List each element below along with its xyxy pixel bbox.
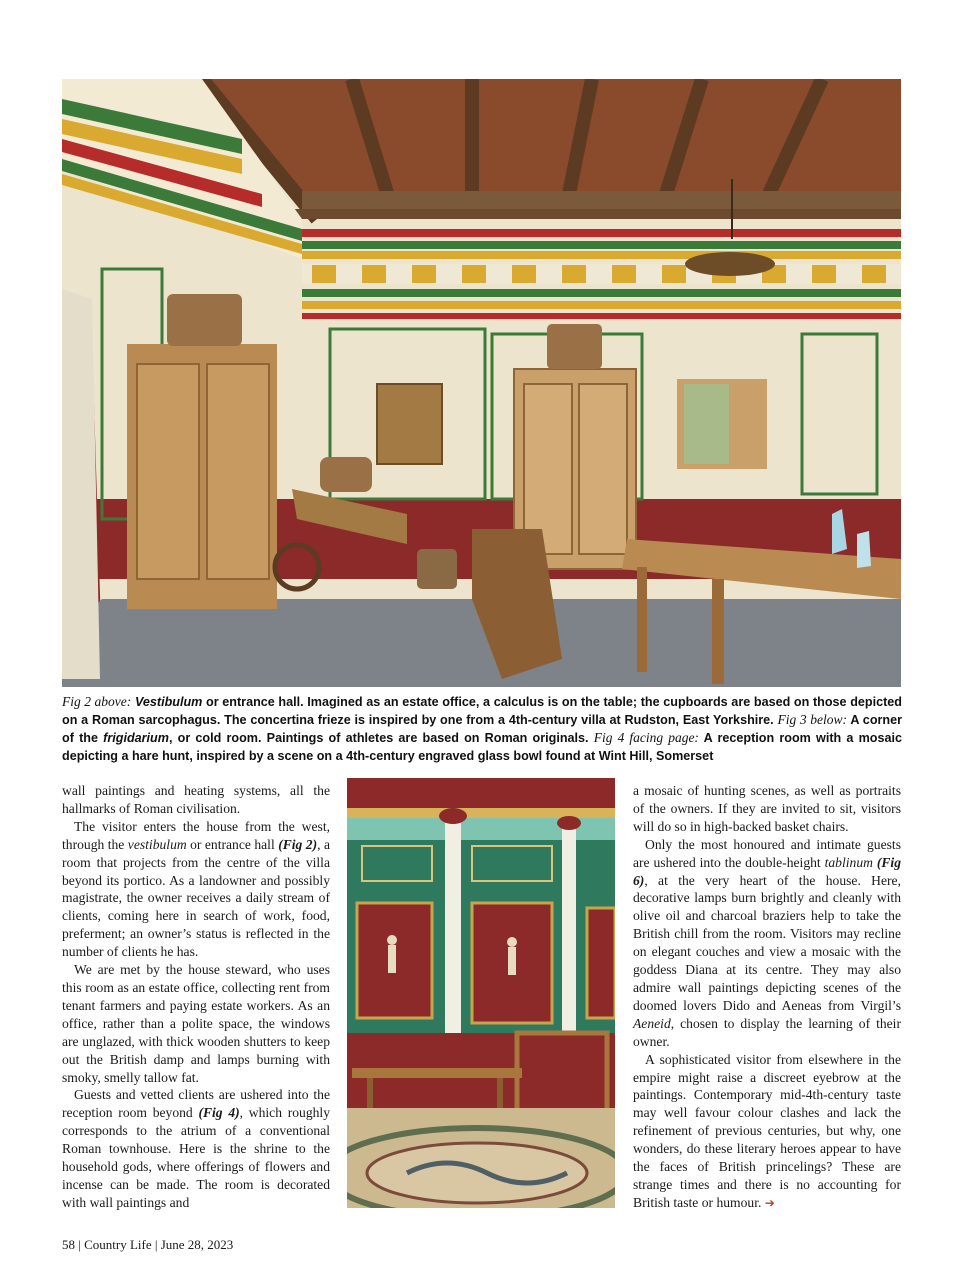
photo-vestibulum xyxy=(62,79,901,687)
fig4-label: Fig 4 facing page: xyxy=(593,730,699,745)
fig3-text-a: A corner of the xyxy=(62,713,903,745)
right-p2-text-b: , at the very heart of the house. Here, decorative lamps burn brightly and cleanly with olive oil and charcoal braziers help to take the British chill from the room. Visitors may recline on elegant couches and view a mosaic with the goddess Diana at its centre. They may also admire wall paintings depicting scenes of the doomed lovers Dido and Aeneas from Virgil’s xyxy=(633,872,901,1013)
left-p4-fig-ref: (Fig 4) xyxy=(198,1105,240,1121)
right-p2-fig-ref: (Fig 6) xyxy=(633,854,901,888)
photo-frigidarium xyxy=(347,778,615,1208)
right-paragraph-3 xyxy=(633,1051,901,1213)
right-p2-text-c: , chosen to display the learning of their owner. xyxy=(633,1015,901,1049)
left-paragraph-1: wall paintings and heating systems, all the hallmarks of Roman civilisation. xyxy=(62,783,330,816)
fig2-text: or entrance hall. Imagined as an estate office, a calculus is on the table; the cupboards are based on those depicted on a Roman sarcophagus. The concertina frieze is inspired by one from a 4th-century villa at Rudston, East Yorkshire. xyxy=(62,695,902,727)
fig4-text: A reception room with a mosaic depicting a hare hunt, inspired by a scene on a 4th-century engraved glass bowl found at Wint Hill, Somerset xyxy=(62,731,903,763)
left-p2-term: vestibulum xyxy=(127,836,187,852)
left-p2-text-a: The visitor enters the house from the west, through the xyxy=(62,818,330,852)
page-footer: 58 | Country Life | June 28, 2023 xyxy=(62,1237,234,1252)
left-paragraph-3: We are met by the house steward, who uses this room as an estate office, collecting rent from tenant farmers and paying estate workers. As an office, rather than a polite space, the windows are unglazed, with thick wooden shutters to keep out the British damp and lamps burning with smoky, smelly tallow fat. xyxy=(62,962,330,1085)
left-p4-text-b: , which roughly corresponds to the atrium of a conventional Roman townhouse. Here is the shrine to the household gods, where offerings of flowers and incense can be made. The room is decorated with wall paintings and xyxy=(62,1105,330,1210)
continue-arrow-icon: ➔ xyxy=(764,1195,775,1210)
left-p4-text-a: Guests and vetted clients are ushered into the reception room beyond xyxy=(62,1087,330,1121)
right-p3-text: A sophisticated visitor from elsewhere in the empire might raise a discreet eyebrow at the paintings. Contemporary mid-4th-century taste may well favour colour clashes and lack the refinement of previous centuries, but why, one wonders, do these literary heroes appear to have the faces of British princelings? These are strange times and there is no accounting for British taste or humour. xyxy=(633,1051,901,1210)
fig3-text-b: , or cold room. Paintings of athletes are based on Roman originals. xyxy=(168,731,589,745)
photo-caption xyxy=(62,693,902,765)
left-p2-text-c: , a room that projects from the centre of the villa beyond its portico. As a landowner and possibly magistrate, the owner receives a daily stream of clients, coming here in search of work, food, preferment; an owner’s status is reflected in the number of clients he has. xyxy=(62,836,330,960)
frigidarium-illustration xyxy=(347,778,615,1208)
left-paragraph-4 xyxy=(62,1086,330,1211)
left-paragraph-2 xyxy=(62,818,330,961)
right-paragraph-1: a mosaic of hunting scenes, as well as portraits of the owners. If they are invited to sit, visitors will do so in high-backed basket chairs. xyxy=(633,783,901,834)
right-paragraph-2 xyxy=(633,836,901,1051)
body-column-left xyxy=(62,782,330,1212)
fig2-label: Fig 2 above: xyxy=(62,694,132,709)
left-p2-fig-ref: (Fig 2) xyxy=(278,836,318,852)
fig3-label: Fig 3 below: xyxy=(777,712,848,727)
left-p2-text-b: or entrance hall xyxy=(186,836,279,852)
right-p2-term: tablinum xyxy=(824,854,873,870)
fig3-term: frigidarium xyxy=(103,731,169,745)
right-p2-title: Aeneid xyxy=(633,1015,671,1031)
fig2-term: Vestibulum xyxy=(134,695,203,709)
vestibulum-illustration xyxy=(62,79,901,687)
right-p2-text-a: Only the most honoured and intimate guests are ushered into the double-height xyxy=(633,836,901,870)
body-column-right xyxy=(633,782,901,1213)
